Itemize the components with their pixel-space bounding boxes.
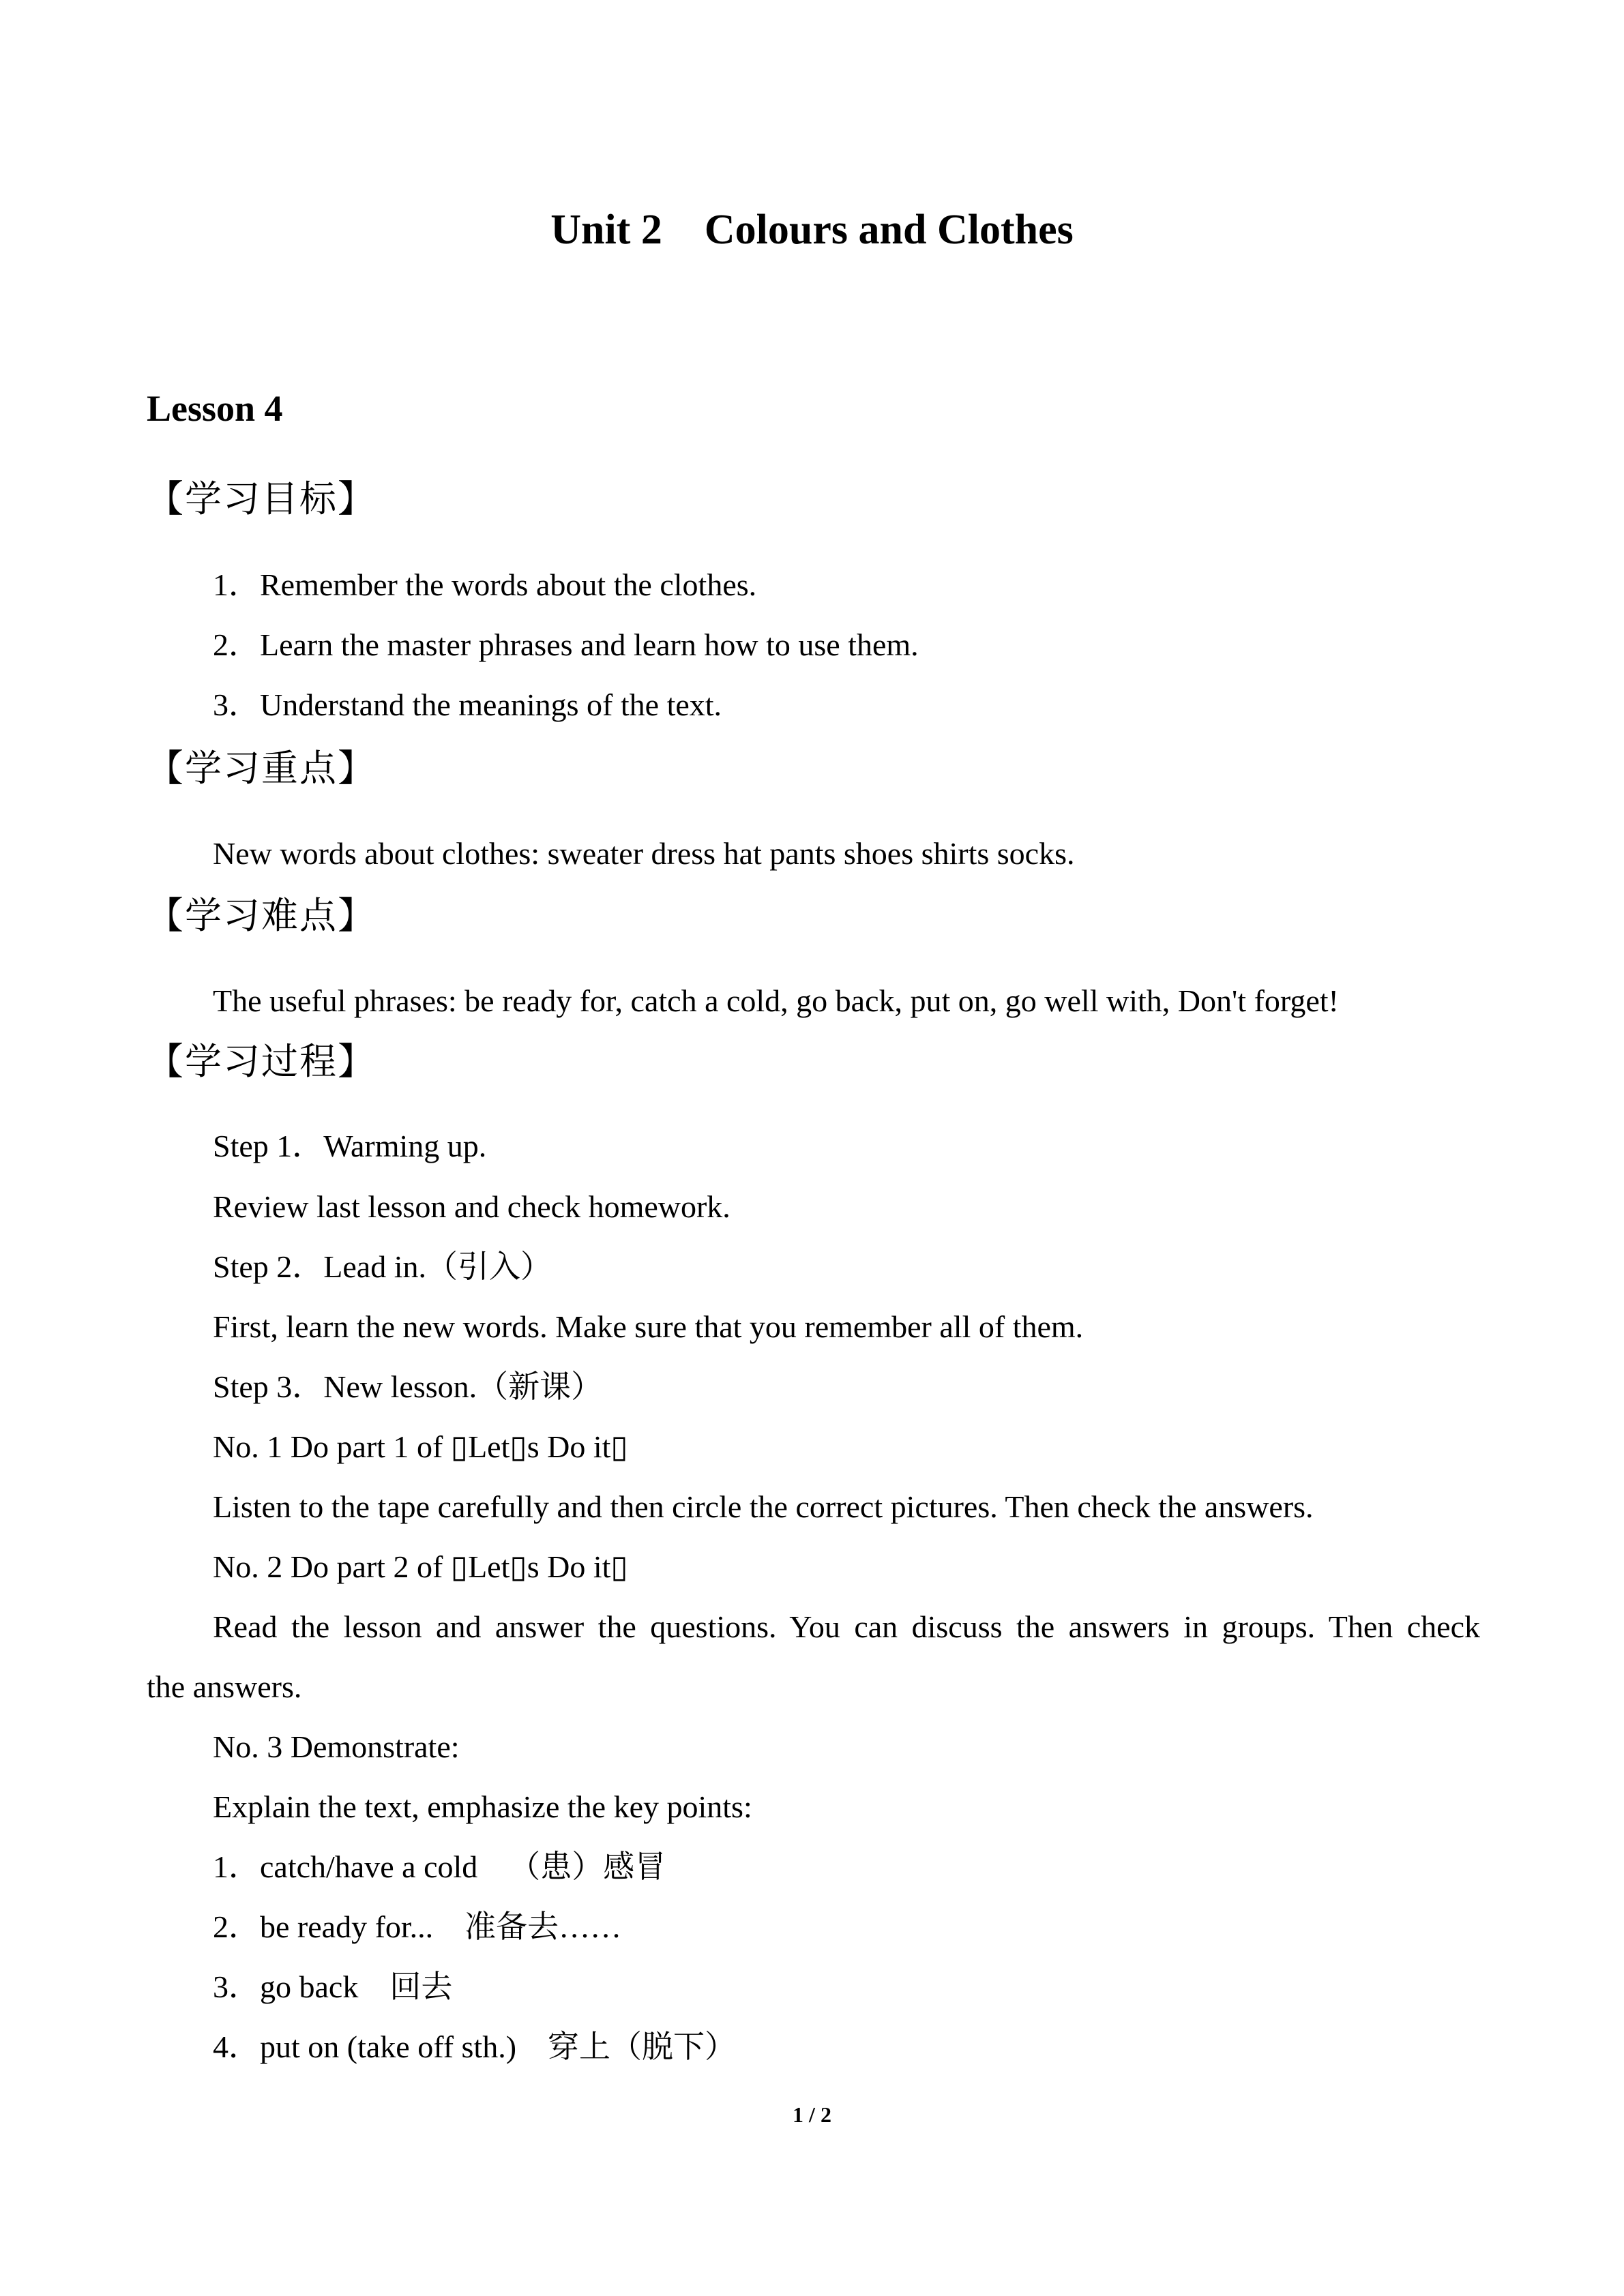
- process-heading: 【学习过程】: [147, 1040, 376, 1083]
- process-paragraph-first-line: Read the lesson and answer the questions. You can discuss the answers in groups. Then check: [213, 1609, 1480, 1644]
- process-line: First, learn the new words. Make sure that you remember all of them.: [213, 1309, 1084, 1344]
- key-phrase-item: 4．put on (take off sth.) 穿上（脱下）: [213, 2029, 737, 2064]
- process-demonstrate: No. 3 Demonstrate:: [213, 1729, 460, 1764]
- key-phrase-item: 1．catch/have a cold （患）感冒: [213, 1849, 666, 1884]
- key-phrase-item: 3．go back 回去: [213, 1969, 453, 2004]
- key-points-heading: 【学习重点】: [147, 747, 376, 790]
- process-line: Listen to the tape carefully and then circle the correct pictures. Then check the answers.: [213, 1489, 1314, 1524]
- lesson-heading: Lesson 4: [147, 388, 283, 429]
- objective-item: 2．Learn the master phrases and learn how to use them.: [213, 627, 919, 662]
- key-points-text: New words about clothes: sweater dress hat pants shoes shirts socks.: [213, 836, 1075, 871]
- process-explain: Explain the text, emphasize the key points:: [213, 1789, 752, 1824]
- objective-item: 1．Remember the words about the clothes.: [213, 567, 757, 602]
- process-line: No. 2 Do part 2 of ▯Let▯s Do it▯: [213, 1549, 628, 1584]
- page-number: 1 / 2: [793, 2102, 831, 2127]
- objective-item: 3．Understand the meanings of the text.: [213, 687, 722, 722]
- difficulties-heading: 【学习难点】: [147, 894, 376, 937]
- key-phrase-item: 2．be ready for... 准备去……: [213, 1909, 622, 1944]
- process-line: Step 3．New lesson.（新课）: [213, 1369, 603, 1404]
- process-line: Step 2．Lead in.（引入）: [213, 1249, 552, 1284]
- page-title: Unit 2 Colours and Clothes: [550, 207, 1074, 253]
- process-line: Review last lesson and check homework.: [213, 1189, 730, 1224]
- objectives-heading: 【学习目标】: [147, 477, 376, 520]
- process-line: No. 1 Do part 1 of ▯Let▯s Do it▯: [213, 1429, 628, 1464]
- difficulties-text: The useful phrases: be ready for, catch a cold, go back, put on, go well with, Don't forget!: [213, 983, 1339, 1018]
- process-line: Step 1．Warming up.: [213, 1129, 487, 1163]
- process-paragraph-continuation: the answers.: [147, 1669, 302, 1704]
